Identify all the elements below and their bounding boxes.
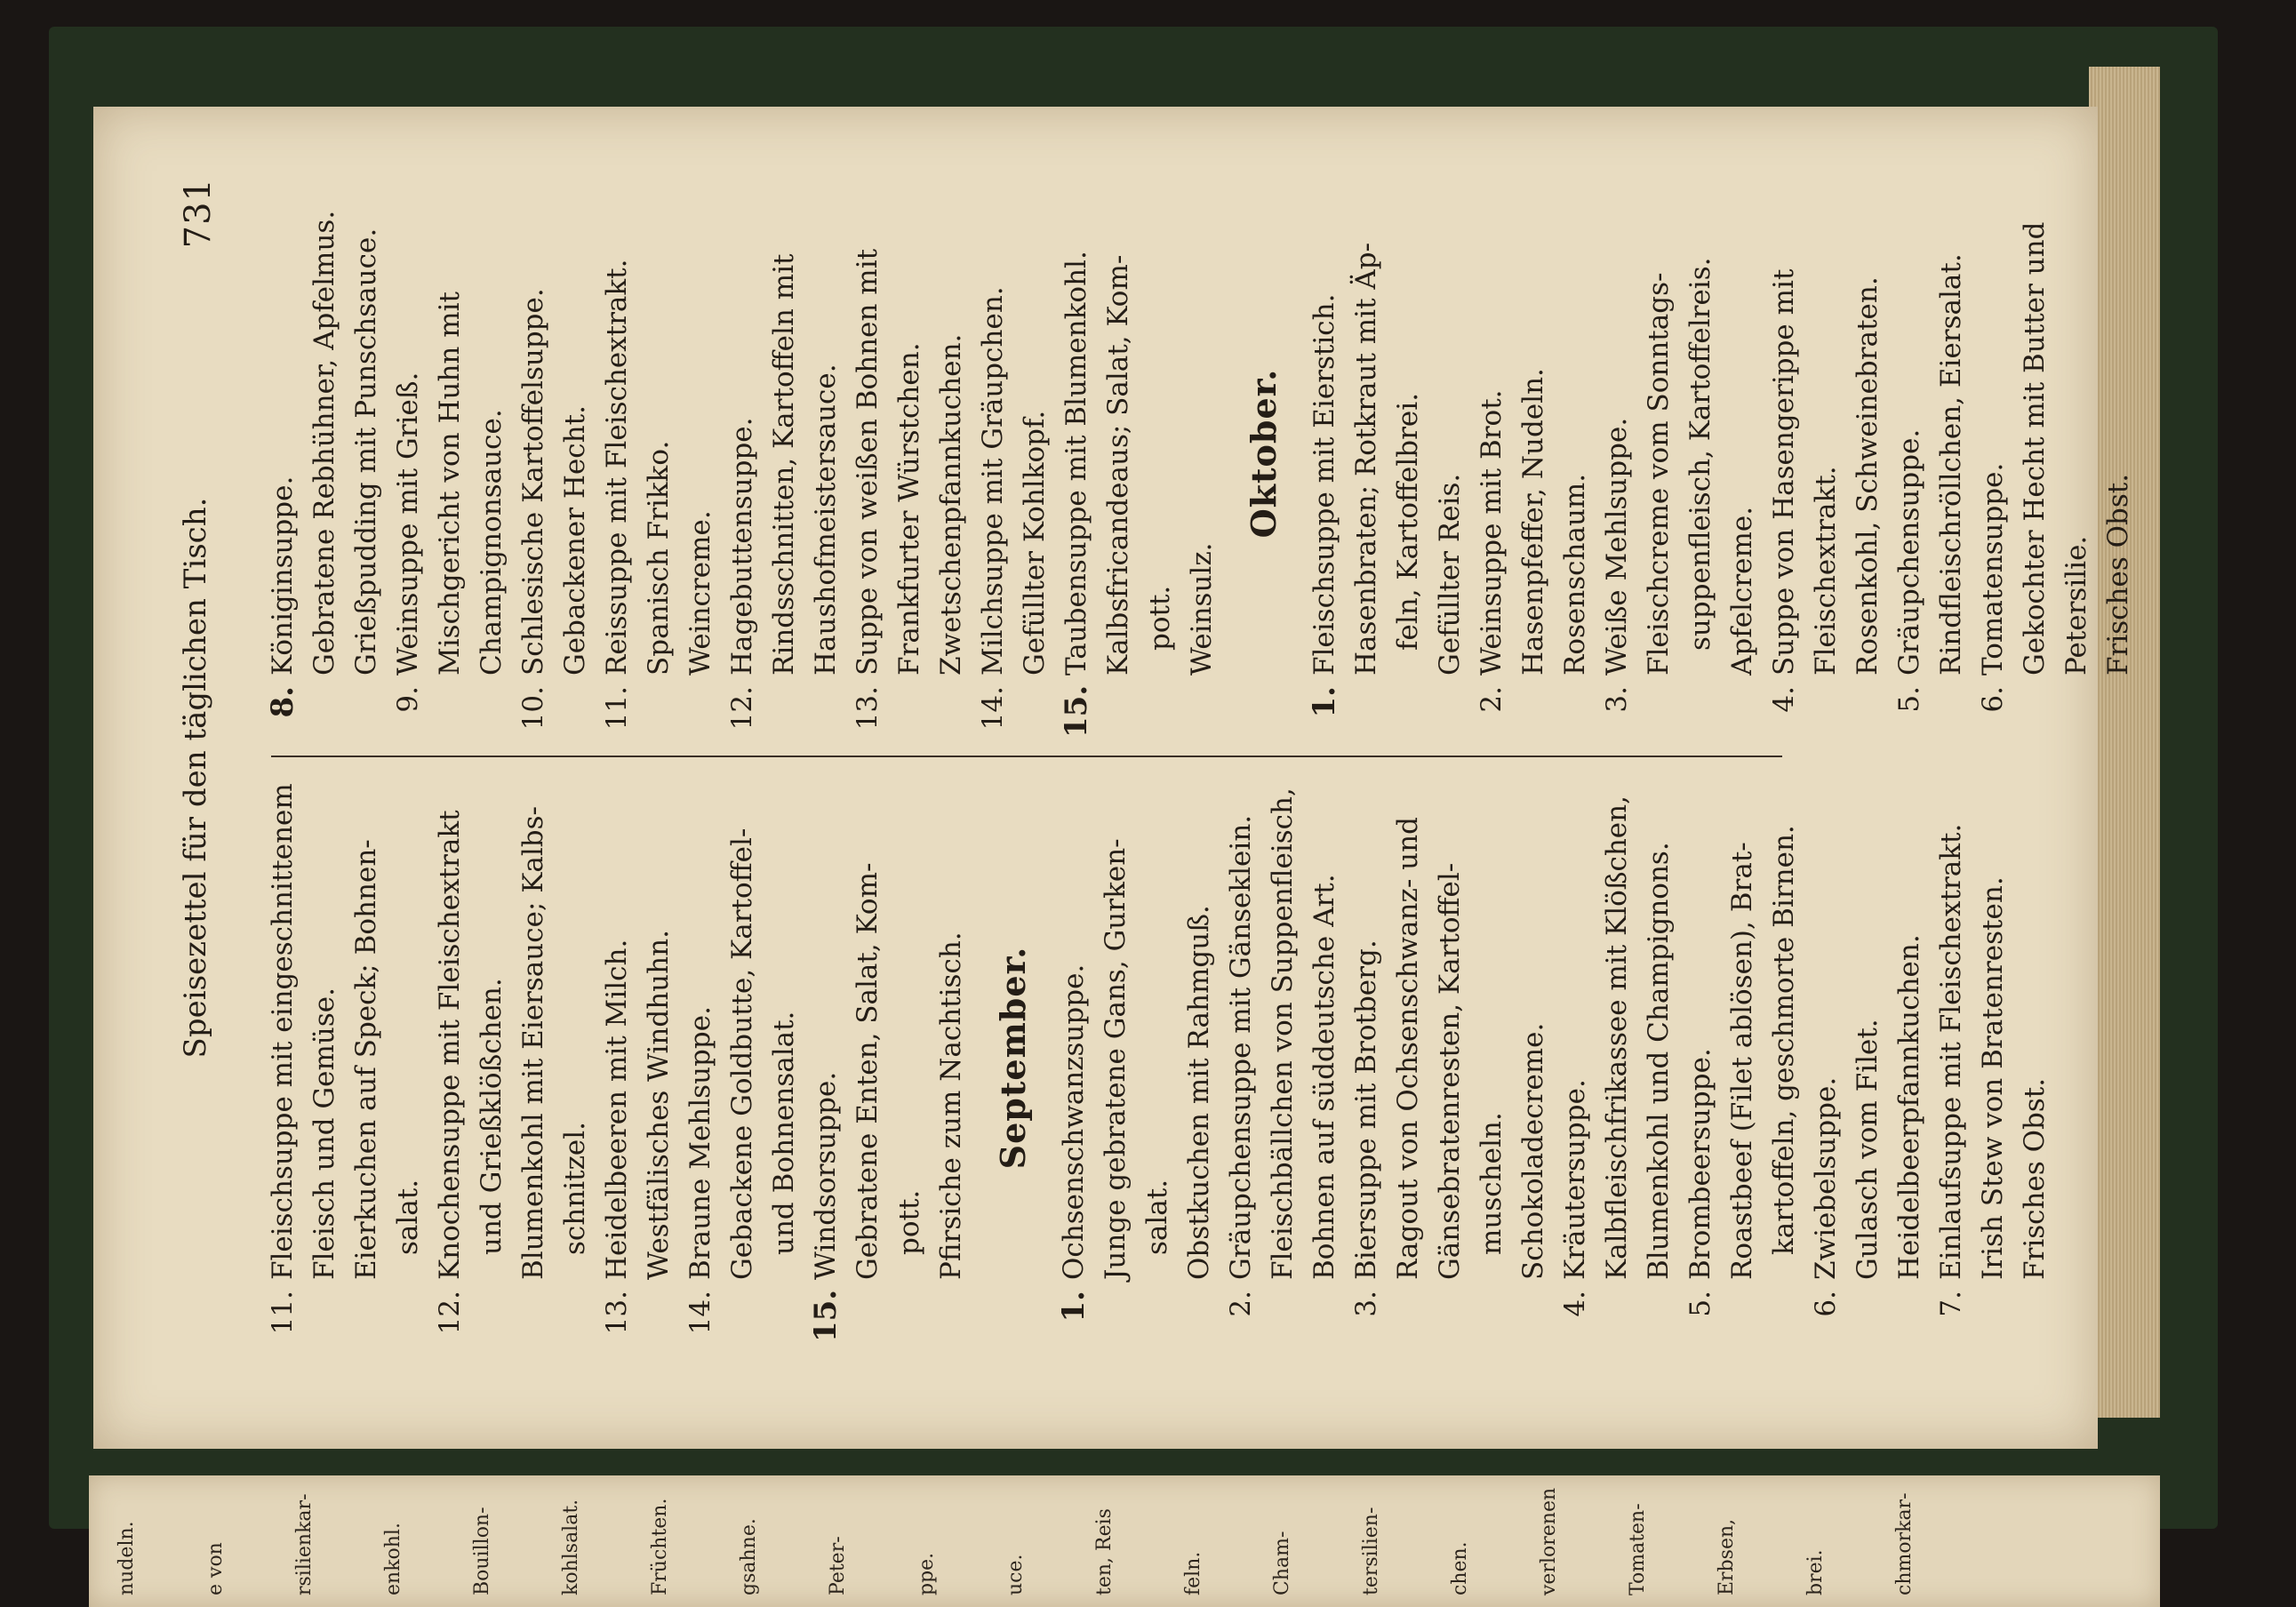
- menu-entry: [1346, 773, 1555, 1342]
- dish-line: Zwetschenpfannkuchen.: [935, 333, 967, 676]
- facing-page-fragment-text: enkohl.: [382, 1523, 404, 1595]
- dish-line: Schokoladecreme.: [1517, 1022, 1549, 1280]
- dish-line: Gekochter Hecht mit Butter und: [2019, 221, 2051, 676]
- dish-lines: [596, 169, 722, 676]
- dish-line: Ragout von Ochsenschwanz- und: [1392, 817, 1424, 1280]
- dish-line: Heidelbeeren mit Milch.: [601, 939, 633, 1280]
- dish-line: Blumenkohl mit Eiersauce; Kalbs-: [517, 805, 549, 1280]
- day-number: 14.: [684, 1291, 716, 1335]
- dish-lines: [1680, 773, 1805, 1280]
- dish-line: Weiße Mehlsuppe.: [1601, 417, 1633, 676]
- dish-line: und Bohnensalat.: [768, 1011, 800, 1255]
- facing-page-fragment-text: Früchten.: [649, 1498, 671, 1595]
- dish-line: Fleischcreme vom Sonntags-: [1643, 272, 1675, 676]
- dish-lines: [262, 773, 429, 1280]
- day-number: 6.: [1977, 686, 2009, 713]
- facing-page-fragment-text: Cham-: [1271, 1531, 1293, 1595]
- rotated-text-block: [93, 107, 2134, 1449]
- dish-line: salat.: [1141, 1179, 1173, 1255]
- left-entries-august: [262, 773, 972, 1342]
- dish-line: Blumenkohl und Champignons.: [1643, 842, 1675, 1280]
- dish-line: Gefüllter Reis.: [1434, 473, 1466, 676]
- dish-line: Irish Stew von Bratenresten.: [1977, 876, 2009, 1280]
- dish-line: Fleischextrakt.: [1810, 466, 1842, 676]
- dish-line: Champignonsauce.: [476, 409, 508, 676]
- dish-line: Fleisch und Gemüse.: [308, 987, 340, 1280]
- day-number: 6.: [1810, 1291, 1842, 1317]
- dish-line: Tomatensuppe.: [1977, 462, 2009, 676]
- menu-entry: [429, 773, 596, 1342]
- day-number: 4.: [1559, 1291, 1591, 1317]
- dish-line: pott.: [893, 1189, 925, 1255]
- dish-line: Zwiebelsuppe.: [1810, 1076, 1842, 1280]
- facing-page-fragment: [89, 1475, 2160, 1607]
- facing-page-fragment-text: kohlsalat.: [560, 1499, 582, 1595]
- day-number: 2.: [1476, 686, 1508, 713]
- menu-entry: [596, 773, 680, 1342]
- dish-line: Mischgericht von Huhn mit: [434, 291, 466, 676]
- menu-entry: [722, 169, 847, 738]
- left-entries-september: [1053, 773, 2056, 1342]
- dish-lines: [388, 169, 513, 676]
- dish-line: Einlaufsuppe mit Fleischextrakt.: [1935, 823, 1967, 1280]
- dish-line: Apfelcreme.: [1726, 506, 1758, 676]
- dish-line: Fleischsuppe mit Eierstich.: [1308, 293, 1340, 676]
- dish-line: Gänsebratenresten, Kartoffel-: [1434, 862, 1466, 1280]
- dish-lines: [1056, 169, 1223, 676]
- facing-page-fragment-text: gsahne.: [738, 1518, 760, 1595]
- day-number: 3.: [1350, 1291, 1382, 1317]
- page-header: [178, 107, 231, 1449]
- dish-lines: [1931, 773, 2056, 1280]
- day-number: 4.: [1768, 686, 1800, 713]
- menu-entry: [1889, 169, 1972, 738]
- day-number: [1429, 676, 1471, 738]
- dish-lines: [722, 169, 847, 676]
- right-entries-september: [262, 169, 1223, 738]
- dish-line: Knochensuppe mit Fleischextrakt: [434, 810, 466, 1280]
- dish-line: Gebratene Enten, Salat, Kom-: [852, 862, 884, 1280]
- dish-lines: [847, 169, 972, 676]
- dish-line: Gebackener Hecht.: [559, 405, 591, 676]
- dish-lines: [1471, 169, 1596, 676]
- dish-lines: [1889, 169, 1972, 676]
- dish-line: Kalbfleischfrikassee mit Klößchen,: [1601, 796, 1633, 1280]
- dish-line: Fleischbällchen von Suppenfleisch,: [1267, 788, 1299, 1280]
- dish-line: Weinsuppe mit Grieß.: [392, 372, 424, 676]
- facing-page-fragment-text: brei.: [1804, 1549, 1827, 1595]
- dish-line: Biersuppe mit Brotberg.: [1350, 939, 1382, 1280]
- menu-entry: [680, 773, 805, 1342]
- facing-page-fragment-text: Erbsen,: [1716, 1518, 1738, 1595]
- page-title: Speisezettel für den täglichen Tisch.: [178, 497, 213, 1059]
- dish-line: Gebackene Goldbutte, Kartoffel-: [726, 827, 758, 1280]
- menu-entry: [1304, 169, 1429, 738]
- day-number: 7.: [1935, 1291, 1967, 1317]
- dish-line: Eierkuchen auf Speck; Bohnen-: [350, 839, 382, 1280]
- dish-line: Frisches Obst.: [2102, 473, 2134, 676]
- dish-line: Fleischsuppe mit eingeschnittenem: [267, 783, 299, 1280]
- dish-line: Obstkuchen mit Rahmguß.: [1183, 905, 1215, 1280]
- menu-entry: [1053, 773, 1220, 1342]
- dish-line: Hasenbraten; Rotkraut mit Äp-: [1350, 242, 1382, 676]
- menu-entry: [1220, 773, 1346, 1342]
- right-entries-oktober: [1304, 169, 2140, 738]
- dish-line: Gräupchensuppe mit Gänseklein.: [1225, 814, 1257, 1280]
- day-number: 15.: [1059, 684, 1094, 738]
- dish-line: Weinsulz.: [1186, 542, 1218, 676]
- dish-line: Königinsuppe.: [267, 476, 299, 676]
- day-number: 12.: [434, 1291, 466, 1335]
- dish-line: Westfälisches Windhuhn.: [643, 930, 675, 1280]
- dish-line: Weincreme.: [684, 510, 716, 676]
- dish-line: Spanisch Frikko.: [643, 440, 675, 676]
- day-number: 14.: [977, 686, 1009, 731]
- menu-entry: [1056, 169, 1223, 738]
- menu-entry: [262, 773, 429, 1342]
- facing-page-fragment-text: verlorenen: [1538, 1487, 1560, 1595]
- dish-lines: [1555, 773, 1680, 1280]
- menu-entry: [1931, 773, 2056, 1342]
- menu-entry: [847, 169, 972, 738]
- dish-lines: [1053, 773, 1220, 1280]
- dish-line: Windsorsuppe.: [810, 1071, 842, 1280]
- menu-entry: [1680, 773, 1805, 1342]
- dish-line: Taubensuppe mit Blumenkohl.: [1060, 251, 1092, 676]
- right-column: [262, 169, 2140, 738]
- day-number: 3.: [1601, 686, 1633, 713]
- facing-page-fragment-text: Peter-: [827, 1536, 849, 1595]
- dish-line: Suppe von weißen Bohnen mit: [852, 248, 884, 676]
- dish-lines: [805, 773, 972, 1280]
- left-column: [262, 773, 2056, 1342]
- dish-line: Weinsuppe mit Brot.: [1476, 389, 1508, 676]
- book-page: [93, 107, 2134, 1449]
- dish-line: muscheln.: [1476, 1112, 1508, 1255]
- section-title-september: September.: [993, 946, 1033, 1170]
- day-number: 5.: [1684, 1291, 1716, 1317]
- dish-line: Gebratene Rebhühner, Apfelmus.: [308, 210, 340, 676]
- dish-line: Heidelbeerpfannkuchen.: [1893, 934, 1925, 1280]
- dish-line: suppenfleisch, Kartoffelreis.: [1684, 257, 1716, 651]
- facing-page-fragment-text: e von: [204, 1542, 227, 1595]
- dish-line: Suppe von Hasengerippe mit: [1768, 268, 1800, 676]
- dish-line: kartoffeln, geschmorte Birnen.: [1768, 825, 1800, 1255]
- dish-line: Kalbsfricandeaus; Salat, Kom-: [1102, 254, 1134, 676]
- dish-lines: [972, 169, 1056, 676]
- dish-line: Hasenpfeffer, Nudeln.: [1517, 368, 1549, 676]
- dish-lines: [1304, 169, 1429, 676]
- column-divider: [271, 756, 1782, 757]
- dish-lines: [513, 169, 596, 676]
- dish-lines: [1972, 169, 2140, 676]
- dish-line: Gefüllter Kohlkopf.: [1019, 410, 1051, 676]
- dish-line: Gulasch vom Filet.: [1852, 1019, 1884, 1280]
- dish-line: feln, Kartoffelbrei.: [1392, 392, 1424, 651]
- dish-line: Junge gebratene Gans, Gurken-: [1100, 838, 1132, 1280]
- dish-lines: [1220, 773, 1346, 1280]
- dish-lines: [1346, 773, 1555, 1280]
- facing-page-fragment-text: ppe.: [916, 1552, 938, 1595]
- dish-line: Braune Mehlsuppe.: [684, 1006, 716, 1280]
- day-number: 10.: [517, 686, 549, 731]
- menu-entry: [1805, 773, 1931, 1342]
- dish-line: Rosenschaum.: [1559, 473, 1591, 676]
- menu-entry: [1471, 169, 1596, 738]
- menu-entry: [513, 169, 596, 738]
- dish-line: salat.: [392, 1179, 424, 1255]
- dish-line: Bohnen auf süddeutsche Art.: [1308, 874, 1340, 1280]
- facing-page-fragment-text: Bouillon-: [471, 1507, 493, 1595]
- dish-lines: [1805, 773, 1931, 1280]
- menu-entry: [1764, 169, 1889, 738]
- dish-line: Haushofmeistersauce.: [810, 364, 842, 676]
- dish-lines: [1596, 169, 1764, 676]
- section-title-oktober: Oktober.: [1244, 368, 1284, 539]
- day-number: 1.: [1307, 686, 1342, 718]
- menu-entry: [262, 169, 388, 738]
- dish-line: Frankfurter Würstchen.: [893, 342, 925, 676]
- menu-entry: [1972, 169, 2140, 738]
- menu-entry: [972, 169, 1056, 738]
- dish-lines: [680, 773, 805, 1280]
- menu-entry: [388, 169, 513, 738]
- facing-page-fragment-text: ten, Reis: [1093, 1508, 1116, 1595]
- facing-page-fragment-text: feln.: [1182, 1551, 1204, 1595]
- dish-line: Pfirsiche zum Nachtisch.: [935, 931, 967, 1280]
- dish-line: Frisches Obst.: [2019, 1077, 2051, 1280]
- dish-lines: [429, 773, 596, 1280]
- menu-entry: [1596, 169, 1764, 738]
- dish-line: Roastbeef (Filet ablösen), Brat-: [1726, 842, 1758, 1280]
- menu-entry: [1429, 169, 1471, 738]
- dish-line: Ochsenschwanzsuppe.: [1058, 963, 1090, 1280]
- menu-entry: [1555, 773, 1680, 1342]
- dish-line: Petersilie.: [2060, 535, 2092, 676]
- day-number: 11.: [267, 1291, 299, 1335]
- dish-lines: [596, 773, 680, 1280]
- dish-line: Kräutersuppe.: [1559, 1079, 1591, 1280]
- facing-page-fragment-text: chmorkar-: [1893, 1492, 1916, 1595]
- dish-line: Reissuppe mit Fleischextrakt.: [601, 259, 633, 676]
- menu-entry: [805, 773, 972, 1342]
- facing-page-fragment-text: chen.: [1449, 1541, 1471, 1595]
- dish-lines: [1429, 169, 1471, 676]
- dish-lines: [1764, 169, 1889, 676]
- page-number: 731: [178, 178, 219, 249]
- day-number: 2.: [1225, 1291, 1257, 1317]
- dish-line: Rindfleischröllchen, Eiersalat.: [1935, 253, 1967, 676]
- dish-line: schnitzel.: [559, 1121, 591, 1255]
- facing-page-fragment-text: tersilien-: [1360, 1507, 1382, 1595]
- dish-line: Grießpudding mit Punschsauce.: [350, 228, 382, 676]
- dish-line: Rindsschnitten, Kartoffeln mit: [768, 253, 800, 676]
- dish-lines: [262, 169, 388, 676]
- day-number: 1.: [1056, 1291, 1092, 1323]
- dish-line: Schlesische Kartoffelsuppe.: [517, 288, 549, 676]
- day-number: 8.: [265, 686, 300, 718]
- facing-page-fragment-text: nudeln.: [116, 1521, 138, 1595]
- dish-line: und Grießklößchen.: [476, 978, 508, 1255]
- dish-line: Brombeersuppe.: [1684, 1048, 1716, 1280]
- dish-line: Hagebuttensuppe.: [726, 417, 758, 676]
- day-number: 11.: [601, 686, 633, 731]
- day-number: 15.: [808, 1289, 844, 1342]
- menu-entry: [596, 169, 722, 738]
- day-number: 12.: [726, 686, 758, 731]
- day-number: 13.: [601, 1291, 633, 1335]
- day-number: 13.: [852, 686, 884, 731]
- facing-page-fragment-text: uce.: [1004, 1554, 1027, 1595]
- day-number: 9.: [392, 686, 424, 713]
- dish-line: pott.: [1144, 585, 1176, 651]
- dish-line: Rosenkohl, Schweinebraten.: [1852, 276, 1884, 676]
- day-number: 5.: [1893, 686, 1925, 713]
- facing-page-fragment-text: rsilienkar-: [293, 1493, 316, 1595]
- dish-line: Milchsuppe mit Gräupchen.: [977, 286, 1009, 676]
- dish-line: Gräupchensuppe.: [1893, 428, 1925, 676]
- facing-page-fragment-text: Tomaten-: [1627, 1503, 1649, 1595]
